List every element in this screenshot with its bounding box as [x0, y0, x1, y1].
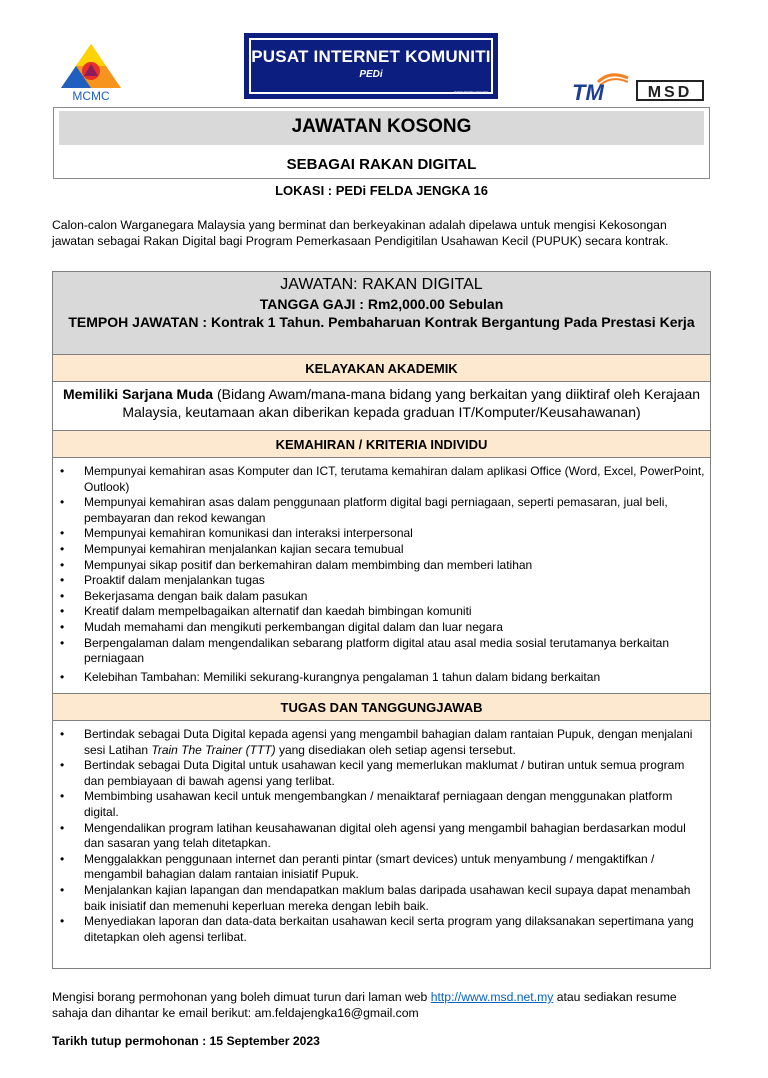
- qualification-detail: (Bidang Awam/mana-mana bidang yang berkaitan yang diiktiraf oleh Kerajaan Malaysia, keutamaan akan diberikan kepada graduan IT/Komputer/Keusahawanan): [122, 386, 701, 420]
- list-item: • Menyediakan laporan dan data-data berkaitan usahawan kecil serta program yang dilaksanakan sepertimana yang ditetapkan oleh agensi terlibat.: [60, 914, 694, 944]
- list-item: • Membimbing usahawan kecil untuk mengembangkan / menaiktaraf perniagaan dengan menggunakan platform digital.: [60, 789, 673, 819]
- intro-paragraph: Calon-calon Warganegara Malaysia yang berminat dan berkeyakinan adalah dipelawa untuk mengisi Kekosongan jawatan sebagai Rakan Digital bagi Program Pemerkasaan Pendigitilan Usahawan Kecil (PUPUK) secara kontrak.: [52, 218, 669, 248]
- list-item: • Mempunyai kemahiran asas Komputer dan ICT, terutama kemahiran dalam aplikasi Office (Word, Excel, PowerPoint, Outlook): [60, 464, 705, 494]
- pedi-title: PUSAT INTERNET KOMUNITI: [251, 47, 491, 66]
- duties-heading: TUGAS DAN TANGGUNGJAWAB: [280, 700, 483, 715]
- academic-requirement: [53, 386, 710, 421]
- list-item: • Proaktif dalam menjalankan tugas: [60, 573, 265, 588]
- academic-heading: KELAYAKAN AKADEMIK: [305, 361, 458, 376]
- list-item: • Kreatif dalam mempelbagaikan alternatif dan kaedah bimbingan komuniti: [60, 604, 472, 619]
- page-title: JAWATAN KOSONG: [291, 116, 472, 137]
- mcmc-logo: [55, 42, 127, 102]
- list-item: • Mempunyai kemahiran menjalankan kajian secara temubual: [60, 541, 404, 556]
- list-item: • Mudah memahami dan mengikuti perkembangan digital dalam dan luar negara: [60, 619, 503, 634]
- location-line: LOKASI : PEDi FELDA JENGKA 16: [275, 183, 488, 198]
- msd-website-link[interactable]: http://www.msd.net.my: [430, 990, 554, 1004]
- list-item: • Mempunyai kemahiran asas dalam penggunaan platform digital bagi perniagaan, seperti pemasaran, jual beli, pembayaran dan rekod kewangan: [60, 495, 668, 525]
- qualification-bold: Memiliki Sarjana Muda: [62, 386, 214, 402]
- list-item: • Bertindak sebagai Duta Digital untuk usahawan kecil yang memerlukan maklumat / butiran untuk semua program dan pembiayaan di bawah agensi yang terlibat.: [60, 758, 685, 788]
- skills-heading: KEMAHIRAN / KRITERIA INDIVIDU: [275, 437, 488, 452]
- list-item: • Mempunyai kemahiran komunikasi dan interaksi interpersonal: [60, 526, 413, 541]
- closing-date: Tarikh tutup permohonan : 15 September 2023: [52, 1034, 320, 1048]
- skills-list: [60, 464, 705, 685]
- pedi-logo: [244, 33, 498, 99]
- position-title: JAWATAN: RAKAN DIGITAL: [280, 276, 483, 293]
- msd-logo: [636, 78, 704, 102]
- list-item: • Mempunyai sikap positif dan berkemahiran dalam membimbing dan memberi latihan: [60, 557, 533, 572]
- list-item: • Menjalankan kajian lapangan dan mendapatkan maklum balas daripada usahawan kecil supaya dapat menambah baik inisiatif dan memenuhi keperluan mereka dengan lebih baik.: [60, 882, 691, 913]
- list-item: • Mengendalikan program latihan keusahawanan digital oleh agensi yang mengambil bahagian berdasarkan modul dan sasaran yang telah ditetapkan.: [60, 820, 686, 851]
- list-item: • Kelebihan Tambahan: Memiliki sekurang-kurangnya pengalaman 1 tahun dalam bidang berkaitan: [60, 669, 601, 684]
- list-item: • Bertindak sebagai Duta Digital kepada agensi yang mengambil bahagian dalam rantaian Pupuk, dengan menjalani sesi Latihan Train The Trainer (TTT) yang disediakan oleh setiap agensi tersebut.: [60, 727, 693, 757]
- list-item: • Berpengalaman dalam mengendalikan sebarang platform digital atau asal media sosial terutamanya berkaitan perniagaan: [60, 635, 670, 666]
- tm-logo: [570, 72, 630, 102]
- duties-list: [60, 727, 705, 945]
- salary-line: TANGGA GAJI : Rm2,000.00 Sebulan: [259, 296, 504, 312]
- pedi-url: www.mcmc.gov.my: [454, 89, 488, 94]
- list-item: • Menggalakkan penggunaan internet dan peranti pintar (smart devices) untuk menyambung / mengaktifkan / mengambil bahagian dalam rantaian inisiatif Pupuk.: [60, 851, 655, 882]
- term-line: TEMPOH JAWATAN : Kontrak 1 Tahun. Pembaharuan Kontrak Bergantung Pada Prestasi Kerja: [68, 314, 695, 330]
- msd-text: MSD: [647, 84, 693, 101]
- tm-text: TM: [572, 80, 604, 102]
- mcmc-text: MCMC: [72, 89, 110, 102]
- page-subtitle: SEBAGAI RAKAN DIGITAL: [286, 156, 477, 173]
- pedi-subtitle: PEDi: [359, 69, 383, 80]
- application-instructions: Mengisi borang permohonan yang boleh dimuat turun dari laman web http://www.msd.net.my atau sediakan resume sahaja dan dihantar ke email berikut: am.feldajengka16@gmail.com: [52, 990, 677, 1020]
- list-item: • Bekerjasama dengan baik dalam pasukan: [60, 588, 308, 603]
